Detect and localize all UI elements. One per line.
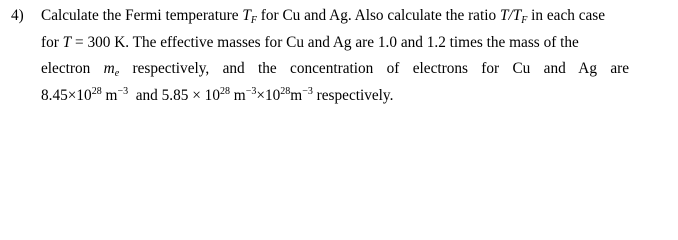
electron-mass-symbol: $m_e$ — [103, 60, 120, 79]
concentration-cu-value: 8.45×10 — [41, 87, 92, 104]
text-fragment: for — [41, 34, 63, 51]
question-number: 4) — [11, 7, 24, 24]
text-fragment: respectively. — [312, 87, 394, 104]
text-fragment: in each case — [527, 7, 606, 24]
text-fragment: for Cu and Ag. Also calculate the ratio — [256, 7, 500, 24]
text-fragment: respectively, and the concentration of electrons for Cu and Ag are — [119, 60, 629, 77]
justified-line — [41, 59, 629, 79]
text-fragment: and 5.85 × 10 — [128, 87, 220, 104]
question-line-1 — [11, 6, 605, 26]
question-line-2 — [41, 33, 579, 53]
question-4 — [0, 0, 678, 108]
question-line-3 — [41, 59, 629, 79]
fermi-temperature-symbol: $T_F$ — [242, 7, 257, 26]
unit: m — [290, 87, 303, 104]
exponent: 28 — [91, 86, 102, 97]
exponent: 28 — [219, 86, 230, 97]
stray-value: ×10 — [256, 87, 281, 104]
exponent: 28 — [280, 86, 291, 97]
text-fragment: Calculate the Fermi temperature — [41, 7, 243, 24]
unit: m — [101, 87, 118, 104]
question-line-4 — [41, 86, 393, 106]
text-fragment: electron — [41, 60, 104, 77]
unit-exponent: −3 — [302, 86, 313, 97]
ratio-expression: $T/T_F$ — [499, 7, 528, 26]
unit-exponent: −3 — [117, 86, 129, 97]
text-fragment: = 300 K. The effective masses for Cu and Ag are 1.0 and 1.2 times the mass of the — [71, 34, 579, 51]
unit: m — [229, 87, 246, 104]
unit-exponent: −3 — [245, 86, 257, 97]
temperature-symbol: T — [62, 34, 72, 51]
